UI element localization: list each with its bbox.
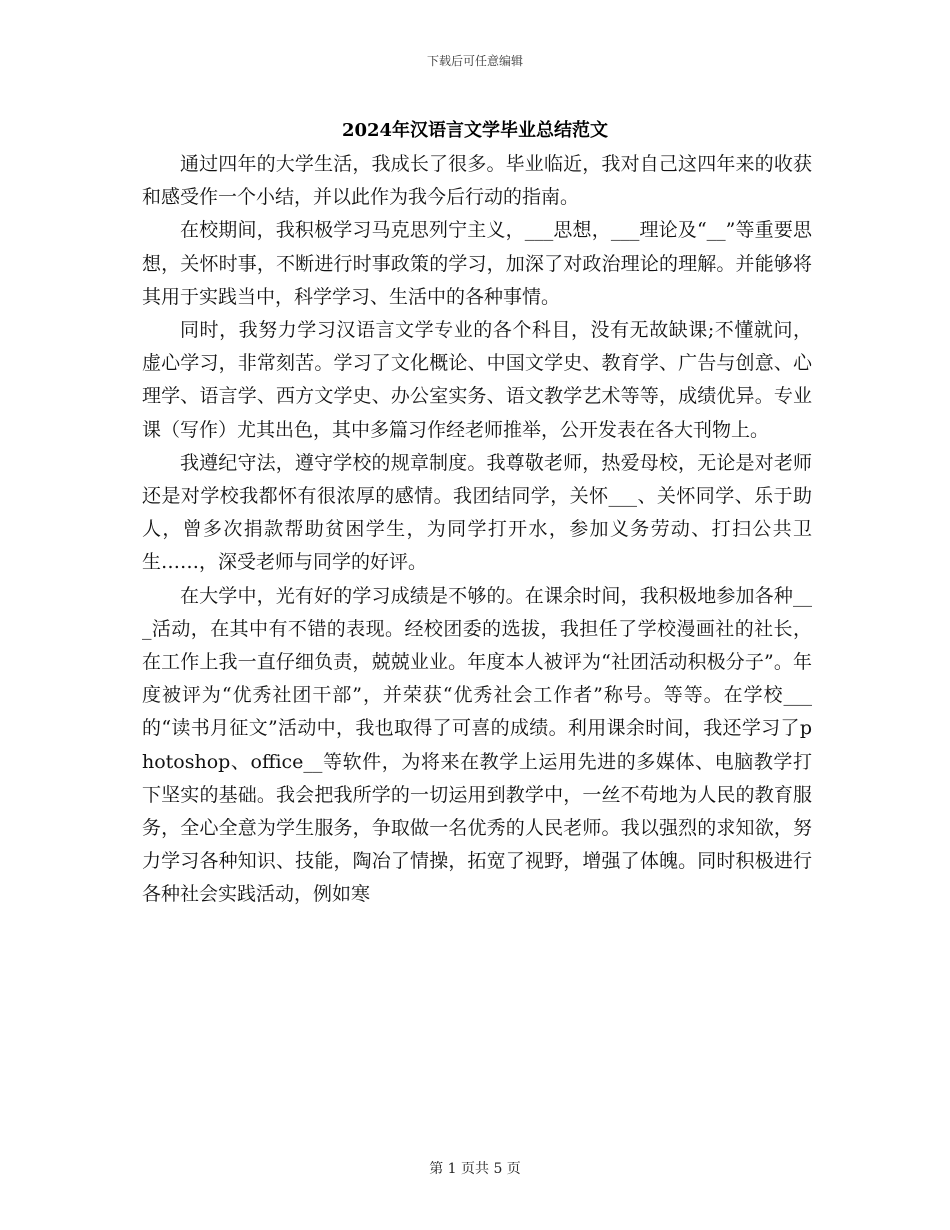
paragraph-2: 在校期间，我积极学习马克思列宁主义，___思想，___理论及“__”等重要思想，关怀时事，不断进行时事政策的学习，加深了对政治理论的理解。并能够将其用于实践当中，科学学习、生活中的各种事情。 <box>142 219 812 308</box>
paragraph-1: 通过四年的大学生活，我成长了很多。毕业临近，我对自己这四年来的收获和感受作一个小结，并以此作为我今后行动的指南。 <box>142 153 812 209</box>
page-header: 下载后可任意编辑 <box>426 54 523 68</box>
paragraph-5: 在大学中，光有好的学习成绩是不够的。在课余时间，我积极地参加各种___活动，在其中有不错的表现。经校团委的选拔，我担任了学校漫画社的社长，在工作上我一直仔细负责，兢兢业业。年度本人被评为“社团活动积极分子”。年度被评为“优秀社团干部”，并荣获“优秀社会工作者”称号。等等。在学校___的“读书月征文”活动中，我也取得了可喜的成绩。利用课余时间，我还学习了photoshop、office__等软件，为将来在教学上运用先进的多媒体、电脑教学打下坚实的基础。我会把我所学的一切运用到教学中，一丝不苟地为人民的教育服务，全心全意为学生服务，争取做一名优秀的人民老师。我以强烈的求知欲，努力学习各种知识、技能，陶冶了情操，拓宽了视野，增强了体魄。同时积极进行各种社会实践活动，例如寒 <box>142 584 812 906</box>
paragraph-3: 同时，我努力学习汉语言文学专业的各个科目，没有无故缺课;不懂就问，虚心学习，非常刻苦。学习了文化概论、中国文学史、教育学、广告与创意、心理学、语言学、西方文学史、办公室实务、语文教学艺术等等，成绩优异。专业课（写作）尤其出色，其中多篇习作经老师推举，公开发表在各大刊物上。 <box>142 319 812 441</box>
document-title: 2024年汉语言文学毕业总结范文 <box>341 120 609 141</box>
paragraph-4: 我遵纪守法，遵守学校的规章制度。我尊敬老师，热爱母校，无论是对老师还是对学校我都怀有很浓厚的感情。我团结同学，关怀___、关怀同学、乐于助人，曾多次捐款帮助贫困学生，为同学打开水，参加义务劳动、打扫公共卫生……，深受老师与同学的好评。 <box>142 451 812 574</box>
page-footer: 第 1 页共 5 页 <box>429 1161 521 1177</box>
document-body <box>142 148 812 912</box>
